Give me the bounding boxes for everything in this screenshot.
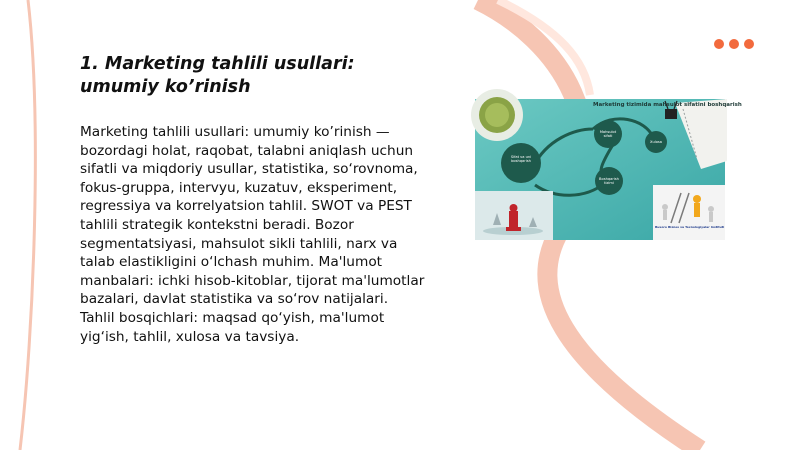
- illustration-picture: [475, 99, 742, 240]
- dot-3: [744, 39, 754, 49]
- inset-caption: Buxoro Biznes va Texnologiyalar Instituti: [655, 225, 725, 229]
- illustration-caption: Marketing tizimida mahsulot sifatini boshqarish: [593, 102, 742, 108]
- dot-2: [729, 39, 739, 49]
- slide-body-text: Marketing tahlili usullari: umumiy ko’rinish — bozordagi holat, raqobat, talabni aniqlash uchun sifatli va miqdoriy usullar, statistika, so‘rovnoma, fokus-gruppa, intervyu, kuzatuv, eksperiment, regressiya va korrelyatsion tahlil. SWOT va PEST tahlili strategik kontekstni beradi. Bozor segmentatsiyasi, mahsulot sikli tahlili, narx va talab elastikligini o‘lchash muhim. Ma'lumot manbalari: ichki hisob-kitoblar, tijorat ma'lumotlar bazalari, davlat statistika va so‘rov natijalari. Tahlil bosqichlari: maqsad qo‘yish, ma'lumot yig‘ish, tahlil, xulosa va tavsiya.: [80, 124, 425, 345]
- chess-king-icon: [475, 191, 553, 240]
- coffee-cup-icon: [471, 89, 523, 141]
- node-mid-top-label: Mahsulot sifati: [599, 130, 617, 139]
- node-right-label: Xulosa: [649, 140, 662, 144]
- node-mid-bottom-label: Boshqarish tizimi: [599, 177, 619, 186]
- left-arc: [20, 0, 35, 450]
- node-left-label: Sifat va uni boshqarish: [510, 155, 532, 164]
- dot-1: [714, 39, 724, 49]
- three-dots-icon: [714, 39, 754, 49]
- illustration-graphic: [475, 99, 725, 240]
- slide-title: 1. Marketing tahlili usullari: umumiy ko’rinish: [80, 54, 355, 97]
- ladder-figures-icon: [653, 185, 725, 240]
